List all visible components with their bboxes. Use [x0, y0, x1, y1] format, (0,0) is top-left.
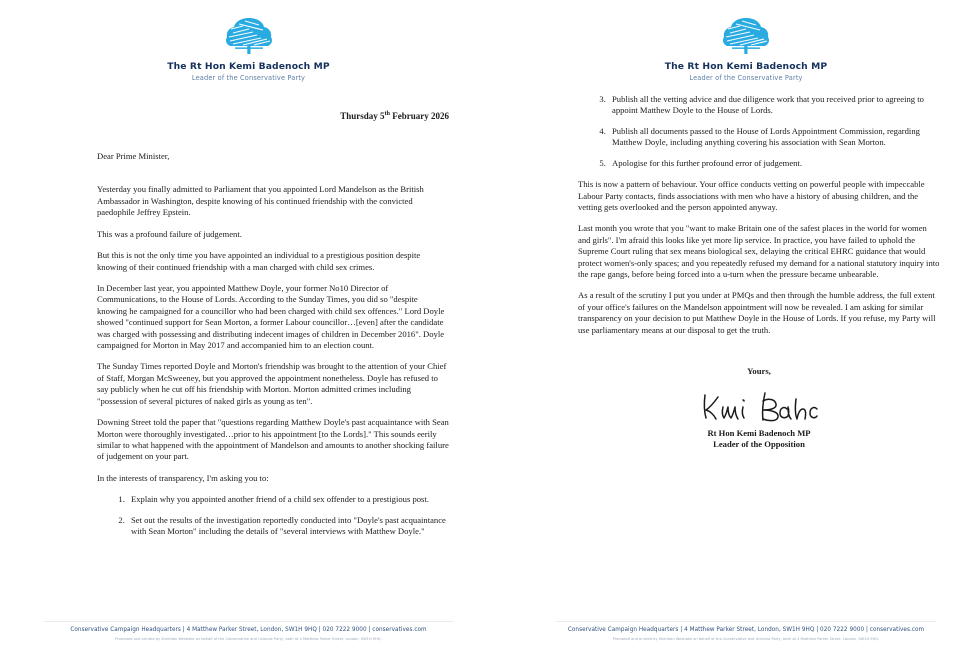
- handwritten-signature: [578, 384, 940, 428]
- letter-date: [97, 110, 449, 123]
- footer-page-1: [4, 621, 493, 641]
- letter-body-page-1: [97, 110, 449, 548]
- conservative-party-tree-logo-icon: [720, 16, 772, 58]
- list-item: 3. Publish all the vetting advice and due diligence work that you received prior to agreeing to appoint Matthew Doyle to the House of Lords.: [608, 94, 940, 117]
- closing-salutation: Yours,: [747, 366, 771, 377]
- letterhead-name: The Rt Hon Kemi Badenoch MP: [167, 61, 330, 72]
- list-item: 4. Publish all documents passed to the House of Lords Appointment Commission, regarding Matthew Doyle, including anything covering his association with Sean Morton.: [608, 126, 940, 149]
- list-item: 2. Set out the results of the investigation reportedly conducted into "Doyle's past acquaintance with Sean Morton" including the details of "several interviews with Matthew Doyle.": [127, 515, 449, 538]
- list-item: 5. Apologise for this further profound error of judgement.: [608, 158, 940, 169]
- footer-page-2: [516, 621, 976, 641]
- date-ordinal: th: [384, 110, 390, 117]
- paragraph: Downing Street told the paper that "questions regarding Matthew Doyle's past acquaintance with Sean Morton were thoroughly investigated…prior to his appointment [to the Lords]." This sounds eerily similar to what happened with the appointment of Mandelson and amounts to another shocking failure of judgement on your part.: [97, 417, 449, 462]
- date-text: Thursday 5: [340, 111, 385, 121]
- closing-block: [578, 366, 940, 450]
- letter-body-page-2: [578, 90, 940, 450]
- footer-imprint: Promoted and printed by Sheridan Westlake on behalf of the Conservative and Unionist Party, both at 4 Matthew Parker Street, London, SW1H 9HQ.: [612, 637, 880, 641]
- date-rest: February 2026: [390, 111, 449, 121]
- list-item: 1. Explain why you appointed another friend of a child sex offender to a prestigious post.: [127, 494, 449, 505]
- footer-contact: Conservative Campaign Headquarters | 4 Matthew Parker Street, London, SW1H 9HQ | 020 7222 9000 | conservatives.com: [70, 627, 427, 633]
- paragraph: Yesterday you finally admitted to Parliament that you appointed Lord Mandelson as the British Ambassador in Washington, despite knowing of his continued friendship with the convicted paedophile Jeffrey Epstein.: [97, 184, 424, 218]
- paragraph: Last month you wrote that you "want to make Britain one of the safest places in the world for women and girls". I'm afraid this looks like yet more lip service. In practice, you have failed to uphold the Supreme Court ruling that sex means biological sex, delaying the critical EHRC guidance that would protect women's-only spaces; and you repeatedly refused my demand for a national statutory inquiry into the rape gangs, before being forced into a u-turn when the pressure became unbearable.: [578, 223, 940, 280]
- paragraph: In December last year, you appointed Matthew Doyle, your former No10 Director of Communications, to the House of Lords. According to the Sunday Times, you did so "despite knowing he campaigned for a councillor who had been charged with child sex offences." Lord Doyle showed "continued support for Sean Morton, a former Labour councillor…[even] after the candidate was charged with possessing and distributing indecent images of children in December 2016". Doyle campaigned for Morton in May 2017 and accompanied him to an election count.: [97, 282, 445, 351]
- paragraph: This is now a pattern of behaviour. Your office conducts vetting on powerful people with impeccable Labour Party contacts, finds associations with men who have a history of abusing children, and the vetting gets overlooked and the person appointed anyway.: [578, 179, 925, 212]
- signatory-name: Rt Hon Kemi Badenoch MP: [707, 427, 811, 438]
- footer-divider: [44, 621, 453, 622]
- requests-list-page-1: [97, 494, 449, 537]
- paragraph: The Sunday Times reported Doyle and Morton's friendship was brought to the attention of your Chief of Staff, Morgan McSweeney, but you approved the appointment nonetheless. Doyle has refused to say publicly when he cut off his friendship with Morton. Morton admitted crimes including "possession of several pictures of naked girls as young as ten".: [97, 361, 447, 406]
- conservative-party-tree-logo-icon: [223, 16, 275, 58]
- letter-page-1: [4, 0, 493, 653]
- letterhead-page-1: [4, 0, 493, 82]
- signatory-title: Leader of the Opposition: [713, 438, 805, 449]
- footer-imprint: Promoted and printed by Sheridan Westlake on behalf of the Conservative and Unionist Party, both at 4 Matthew Parker Street, London, SW1H 9HQ.: [115, 637, 382, 641]
- letterhead-subtitle: Leader of the Conservative Party: [689, 73, 803, 82]
- requests-list-page-2: [578, 94, 940, 169]
- paragraph: But this is not the only time you have appointed an individual to a prestigious position despite knowing of their continued friendship with a man charged with child sex crimes.: [97, 250, 421, 272]
- letterhead-name: The Rt Hon Kemi Badenoch MP: [664, 61, 828, 72]
- letterhead-subtitle: Leader of the Conservative Party: [191, 73, 306, 82]
- letter-page-2: [516, 0, 976, 653]
- salutation: Dear Prime Minister,: [97, 150, 170, 161]
- letterhead-page-2: [516, 0, 976, 82]
- paragraph: In the interests of transparency, I'm asking you to:: [97, 472, 269, 483]
- paragraph: This was a profound failure of judgement.: [97, 228, 242, 239]
- footer-divider: [556, 621, 936, 622]
- paragraph: As a result of the scrutiny I put you under at PMQs and then through the humble address, the full extent of your office's failures on the Mandelson appointment will now be revealed. I am asking for similar transparency on your decision to put Matthew Doyle in the House of Lords. If you refuse, my Party will use parliamentary means at our disposal to get the truth.: [578, 290, 936, 335]
- footer-contact: Conservative Campaign Headquarters | 4 Matthew Parker Street, London, SW1H 9HQ | 020 7222 9000 | conservatives.com: [567, 627, 925, 633]
